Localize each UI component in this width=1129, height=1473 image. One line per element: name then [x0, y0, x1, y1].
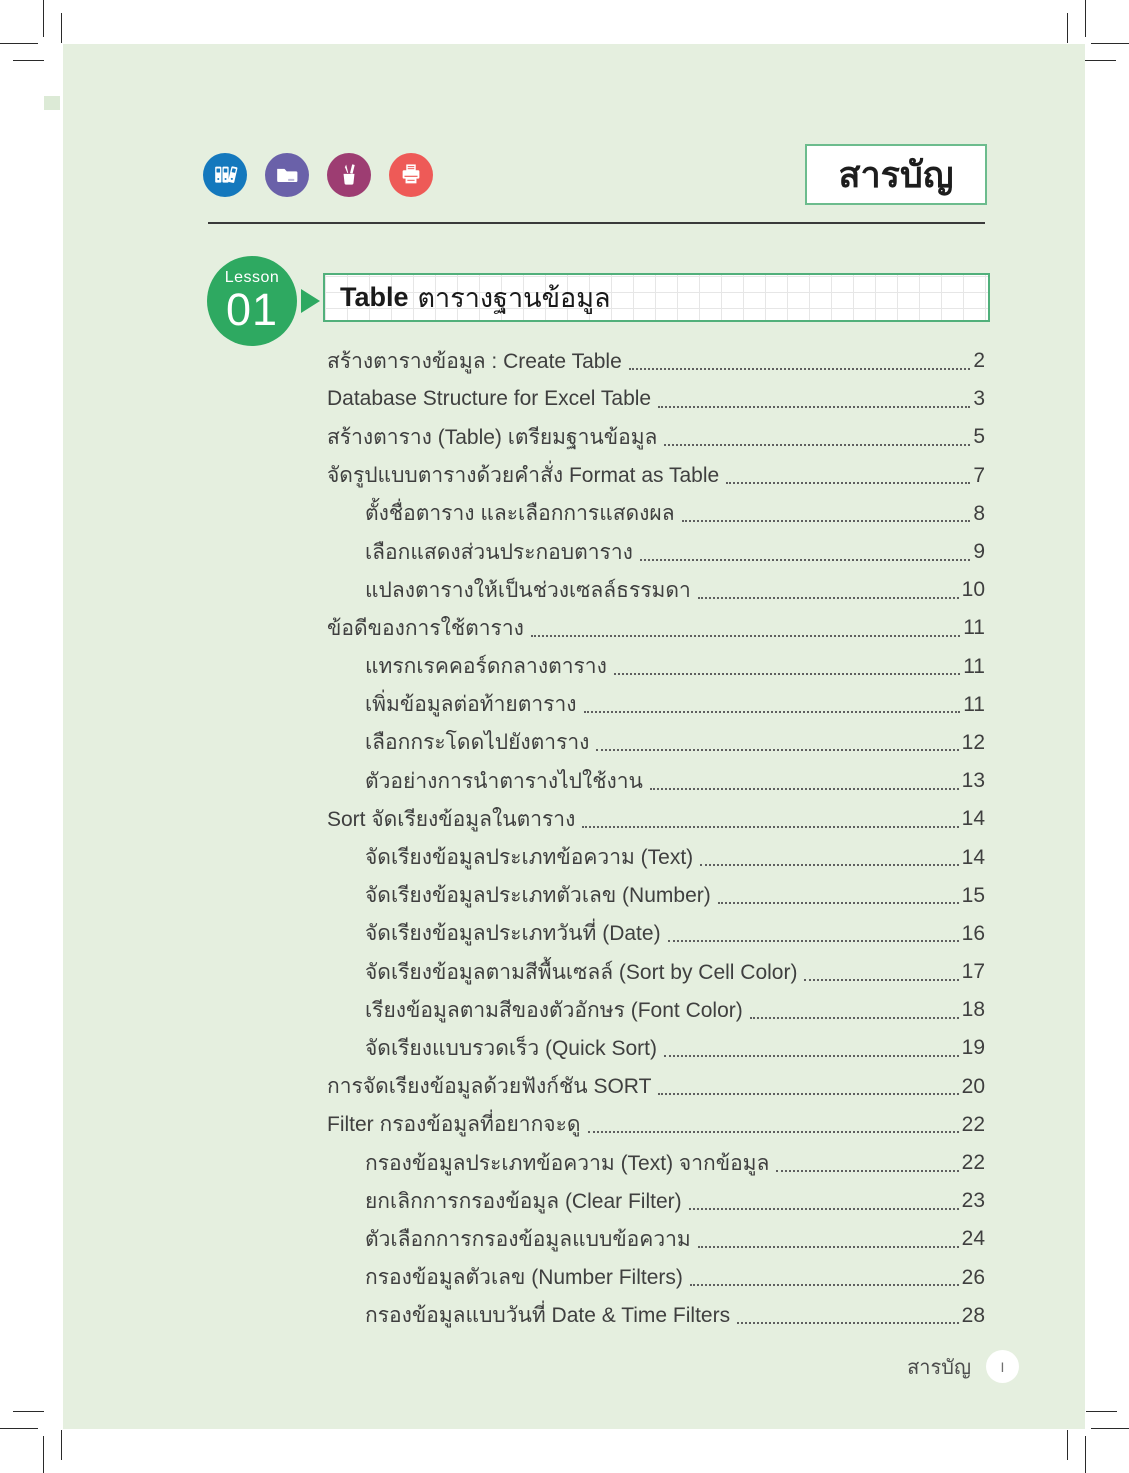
toc-dotted-leader	[584, 696, 961, 713]
toc-row	[327, 342, 985, 380]
toc-entry-label: เลือกแสดงส่วนประกอบตาราง	[365, 540, 633, 564]
footer-section-label: สารบัญ	[907, 1356, 971, 1379]
toc-entry-label: ตัวอย่างการนำตารางไปใช้งาน	[365, 769, 643, 793]
toc-row	[327, 800, 985, 838]
toc-row	[327, 418, 985, 456]
toc-entry-label: เรียงข้อมูลตามสีของตัวอักษร (Font Color)	[365, 998, 743, 1022]
toc-entry-page: 11	[963, 654, 985, 678]
toc-row	[327, 1144, 985, 1182]
lesson-badge-label: Lesson	[224, 269, 280, 286]
toc-entry-label: สร้างตาราง (Table) เตรียมฐานข้อมูล	[327, 425, 658, 449]
toc-dotted-leader	[804, 964, 958, 981]
toc-entry-page: 18	[961, 998, 985, 1022]
crop-mark	[0, 1428, 38, 1429]
chapter-heading-en: Table	[340, 282, 409, 312]
footer-page-number: I	[986, 1350, 1019, 1383]
crop-mark	[1091, 43, 1129, 44]
page-title: สารบัญ	[805, 144, 987, 205]
crop-mark	[1085, 60, 1116, 61]
toc-entry-page: 5	[973, 425, 985, 449]
toc-dotted-leader	[588, 1116, 959, 1133]
toc-entry-page: 16	[961, 921, 985, 945]
toc-dotted-leader	[664, 1040, 959, 1057]
toc-dotted-leader	[650, 773, 959, 790]
toc-entry-label: ตัวเลือกการกรองข้อมูลแบบข้อความ	[365, 1227, 691, 1251]
toc-entry-page: 11	[963, 692, 985, 716]
toc-entry-label: จัดรูปแบบตารางด้วยคำสั่ง Format as Table	[327, 464, 720, 488]
toc-row	[327, 953, 985, 991]
toc-entry-label: จัดเรียงข้อมูลตามสีพื้นเซลล์ (Sort by Cell Color)	[365, 960, 798, 984]
toc-entry-page: 11	[963, 616, 985, 640]
crop-mark	[61, 1430, 62, 1460]
toc-dotted-leader	[640, 544, 970, 561]
toc-row	[327, 686, 985, 724]
toc-row	[327, 380, 985, 418]
toc-entry-label: Sort จัดเรียงข้อมูลในตาราง	[327, 807, 576, 831]
toc-row	[327, 1029, 985, 1067]
toc-dotted-leader	[658, 391, 970, 408]
toc-dotted-leader	[726, 467, 970, 484]
crop-mark	[61, 13, 62, 43]
crop-mark	[1067, 1430, 1068, 1460]
crop-mark	[43, 1436, 44, 1473]
toc-entry-page: 8	[973, 501, 985, 525]
toc-row	[327, 1259, 985, 1297]
toc-dotted-leader	[698, 1231, 959, 1248]
toc-dotted-leader	[682, 505, 971, 522]
toc-row	[327, 1297, 985, 1335]
toc-row	[327, 457, 985, 495]
toc-entry-label: เพิ่มข้อมูลต่อท้ายตาราง	[365, 693, 577, 717]
toc-entry-page: 24	[961, 1227, 985, 1251]
toc-entry-label: จัดเรียงข้อมูลประเภทวันที่ (Date)	[365, 922, 661, 946]
toc-dotted-leader	[668, 925, 959, 942]
crop-mark	[1091, 1428, 1129, 1429]
crop-mark	[1085, 0, 1086, 37]
toc-entry-label: ข้อดีของการใช้ตาราง	[327, 616, 524, 640]
toc-entry-page: 3	[973, 387, 985, 411]
lesson-badge-number: 01	[225, 284, 279, 335]
toc-entry-label: จัดเรียงแบบรวดเร็ว (Quick Sort)	[365, 1036, 657, 1060]
crop-mark	[0, 43, 38, 44]
toc-dotted-leader	[689, 1193, 959, 1210]
toc-row	[327, 495, 985, 533]
crop-mark	[1086, 1411, 1117, 1412]
category-icons	[203, 153, 433, 197]
toc-list	[327, 342, 985, 1335]
pencil-cup-icon	[327, 153, 371, 197]
lesson-arrow-icon	[301, 289, 320, 313]
toc-entry-label: Filter กรองข้อมูลที่อยากจะดู	[327, 1113, 581, 1137]
lesson-badge	[207, 256, 297, 346]
toc-dotted-leader	[582, 811, 958, 828]
toc-row	[327, 915, 985, 953]
toc-entry-page: 7	[973, 463, 985, 487]
toc-row	[327, 762, 985, 800]
toc-entry-page: 20	[961, 1074, 985, 1098]
folder-icon	[265, 153, 309, 197]
toc-entry-page: 9	[973, 540, 985, 564]
toc-dotted-leader	[658, 1078, 958, 1095]
toc-entry-label: Database Structure for Excel Table	[327, 387, 652, 411]
toc-row	[327, 533, 985, 571]
toc-entry-page: 14	[961, 845, 985, 869]
toc-entry-label: เลือกกระโดดไปยังตาราง	[365, 731, 590, 755]
crop-mark	[43, 0, 44, 37]
book-page	[63, 44, 1085, 1429]
toc-entry-label: ยกเลิกการกรองข้อมูล (Clear Filter)	[365, 1189, 682, 1213]
toc-entry-page: 19	[961, 1036, 985, 1060]
toc-entry-page: 22	[961, 1112, 985, 1136]
toc-row	[327, 991, 985, 1029]
toc-entry-label: แทรกเรคคอร์ดกลางตาราง	[365, 655, 607, 679]
toc-entry-page: 14	[961, 807, 985, 831]
toc-dotted-leader	[531, 620, 960, 637]
toc-row	[327, 571, 985, 609]
toc-dotted-leader	[690, 1269, 959, 1286]
crop-mark	[1085, 1436, 1086, 1473]
toc-entry-page: 22	[961, 1151, 985, 1175]
binders-icon	[203, 153, 247, 197]
toc-entry-label: จัดเรียงข้อมูลประเภทข้อความ (Text)	[365, 846, 694, 870]
toc-entry-label: จัดเรียงข้อมูลประเภทตัวเลข (Number)	[365, 884, 711, 908]
toc-entry-label: กรองข้อมูลตัวเลข (Number Filters)	[365, 1266, 683, 1290]
toc-entry-page: 17	[961, 960, 985, 984]
toc-entry-page: 26	[961, 1265, 985, 1289]
toc-dotted-leader	[750, 1002, 959, 1019]
toc-dotted-leader	[718, 887, 959, 904]
toc-dotted-leader	[698, 582, 959, 599]
toc-dotted-leader	[776, 1155, 958, 1172]
toc-entry-label: สร้างตารางข้อมูล : Create Table	[327, 349, 622, 373]
toc-entry-page: 10	[961, 578, 985, 602]
chapter-heading-th: ตารางฐานข้อมูล	[417, 283, 611, 313]
page-footer	[907, 1350, 1019, 1383]
toc-entry-label: ตั้งชื่อตาราง และเลือกการแสดงผล	[365, 502, 675, 526]
printer-icon	[389, 153, 433, 197]
toc-entry-page: 23	[961, 1189, 985, 1213]
toc-row	[327, 724, 985, 762]
toc-row	[327, 648, 985, 686]
crop-mark	[1067, 13, 1068, 43]
toc-dotted-leader	[700, 849, 958, 866]
toc-entry-page: 15	[961, 883, 985, 907]
toc-entry-page: 2	[973, 349, 985, 373]
toc-entry-label: กรองข้อมูลแบบวันที่ Date & Time Filters	[365, 1304, 731, 1328]
chapter-heading	[323, 273, 990, 322]
toc-row	[327, 1068, 985, 1106]
toc-dotted-leader	[629, 353, 971, 370]
header-divider	[208, 222, 985, 224]
toc-dotted-leader	[737, 1307, 959, 1324]
toc-entry-label: กรองข้อมูลประเภทข้อความ (Text) จากข้อมูล	[365, 1151, 770, 1175]
toc-entry-page: 28	[961, 1303, 985, 1327]
toc-entry-label: แปลงตารางให้เป็นช่วงเซลล์ธรรมดา	[365, 578, 691, 602]
toc-row	[327, 838, 985, 876]
toc-row	[327, 1220, 985, 1258]
toc-entry-page: 12	[961, 730, 985, 754]
toc-dotted-leader	[614, 658, 960, 675]
margin-decoration-square	[44, 96, 60, 110]
toc-row	[327, 1106, 985, 1144]
toc-entry-label: การจัดเรียงข้อมูลด้วยฟังก์ชัน SORT	[327, 1075, 652, 1099]
toc-dotted-leader	[596, 734, 958, 751]
toc-entry-page: 13	[961, 769, 985, 793]
crop-mark	[13, 1411, 44, 1412]
crop-mark	[13, 60, 44, 61]
toc-dotted-leader	[664, 429, 970, 446]
toc-row	[327, 877, 985, 915]
toc-row	[327, 609, 985, 647]
toc-row	[327, 1182, 985, 1220]
